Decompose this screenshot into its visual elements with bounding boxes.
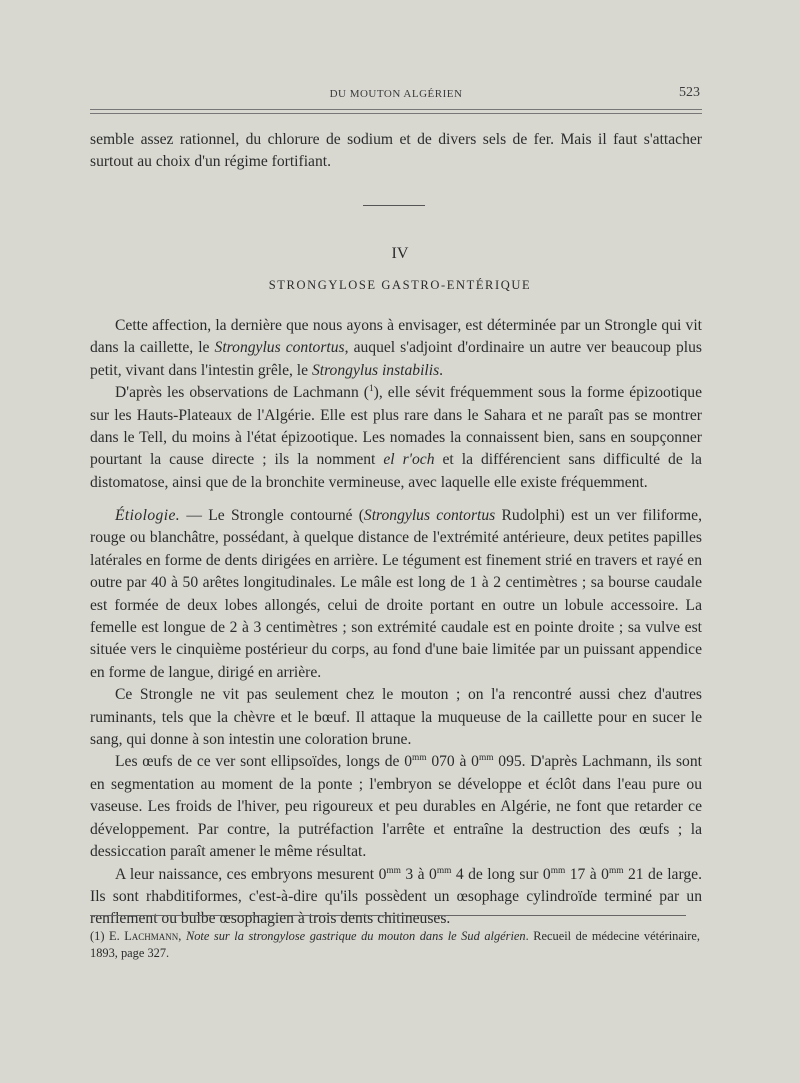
- header-title: DU MOUTON ALGÉRIEN: [329, 88, 463, 100]
- header-rule: [90, 109, 702, 114]
- running-header: [90, 85, 702, 108]
- section-number: IV: [391, 245, 409, 262]
- footnote-rule: [90, 915, 686, 916]
- paragraph-2: D'après les observations de Lachmann ($^1$), elle sévit fréquemment sous la forme épizootique sur les Hauts-Plateaux de l'Algérie. Elle est plus rare dans le Sahara et ne paraît pas se montrer dans le Tell, du moins à l'état épizootique. Les nomades la connaissent bien, sans en soupçonner pourtant la cause directe ; ils la nomment el r'och et la différencient sans difficulté de la distomatose, ainsi que de la bronchite vermineuse, avec laquelle elle existe fréquemment.: [90, 384, 703, 491]
- etiologie-label: Étiologie.: [115, 507, 181, 524]
- paragraph-5: Les œufs de ce ver sont ellipsoïdes, longs de $0^{mm}$ 070 à $0^{mm}$ 095. D'après Lachmann, ils sont en segmentation au moment de la ponte ; l'embryon se développe et éclôt dans l'eau pure ou vaseuse. Les froids de l'hiver, peu rigoureux et peu durables en Algérie, ne font que retarder ce développement. Par contre, la putréfaction l'arrête et entraîne la destruction des œufs ; la dessiccation paraît amener le même résultat.: [90, 753, 702, 861]
- section-divider: [363, 205, 425, 206]
- intro-paragraph: semble assez rationnel, du chlorure de sodium et de divers sels de fer. Mais il faut s'attacher surtout au choix d'un régime fortifiant.: [90, 131, 702, 171]
- paragraph-1: Cette affection, la dernière que nous ayons à envisager, est déterminée par un Strongle qui vit dans la caillette, le Strongylus contortus, auquel s'adjoint d'ordinaire un autre ver beaucoup plus petit, vivant dans l'intestin grêle, le Strongylus instabilis.: [90, 317, 702, 379]
- page-number: 523: [679, 85, 700, 100]
- footnote-text: (1) E. Lachmann, Note sur la strongylose gastrique du mouton dans le Sud algérien. Recueil de médecine vétérinaire, 1893, page 327.: [90, 929, 700, 960]
- intro-text: [90, 129, 702, 174]
- paragraph-6: A leur naissance, ces embryons mesurent $0^{mm}$ 3 à $0^{mm}$ 4 de long sur $0^{mm}$ 17 à $0^{mm}$ 21 de large. Ils sont rhabditiformes, c'est-à-dire qu'ils possèdent un œsophage cylindroïde terminé par un renflement ou bulbe œsophagien à trois dents chitineuses.: [90, 865, 702, 928]
- paragraph-4: Ce Strongle ne vit pas seulement chez le mouton ; on l'a rencontré aussi chez d'autres ruminants, tels que la chèvre et le bœuf. Il attaque la muqueuse de la caillette pour en sucer le sang, qui donne à son intestin une coloration brune.: [90, 686, 702, 749]
- footnote: [90, 928, 700, 962]
- paragraph-etiologie: Étiologie. — Le Strongle contourné (Strongylus contortus Rudolphi) est un ver filiforme, rouge ou blanchâtre, possédant, à quelque distance de l'extrémité antérieure, deux petites papilles latérales en forme de dents dirigées en arrière. Le tégument est finement strié en travers et rayé en outre par 40 à 50 arêtes longitudinales. Le mâle est long de 1 à 2 centimètres ; sa bourse caudale est formée de deux lobes allongés, celui de droite portant en outre un lobule accessoire. La femelle est longue de 2 à 3 centimètres ; son extrémité caudale est en pointe droite ; sa vulve est située vers le cinquième postérieur du corps, au fond d'une baie limitée par un puissant appendice en forme de langue, dirigé en arrière.: [90, 507, 702, 681]
- footnote-ref[interactable]: 1: [368, 384, 374, 395]
- section-title: STRONGYLOSE GASTRO-ENTÉRIQUE: [268, 278, 532, 292]
- body-text-2: [90, 505, 702, 931]
- body-text-1: [90, 315, 702, 494]
